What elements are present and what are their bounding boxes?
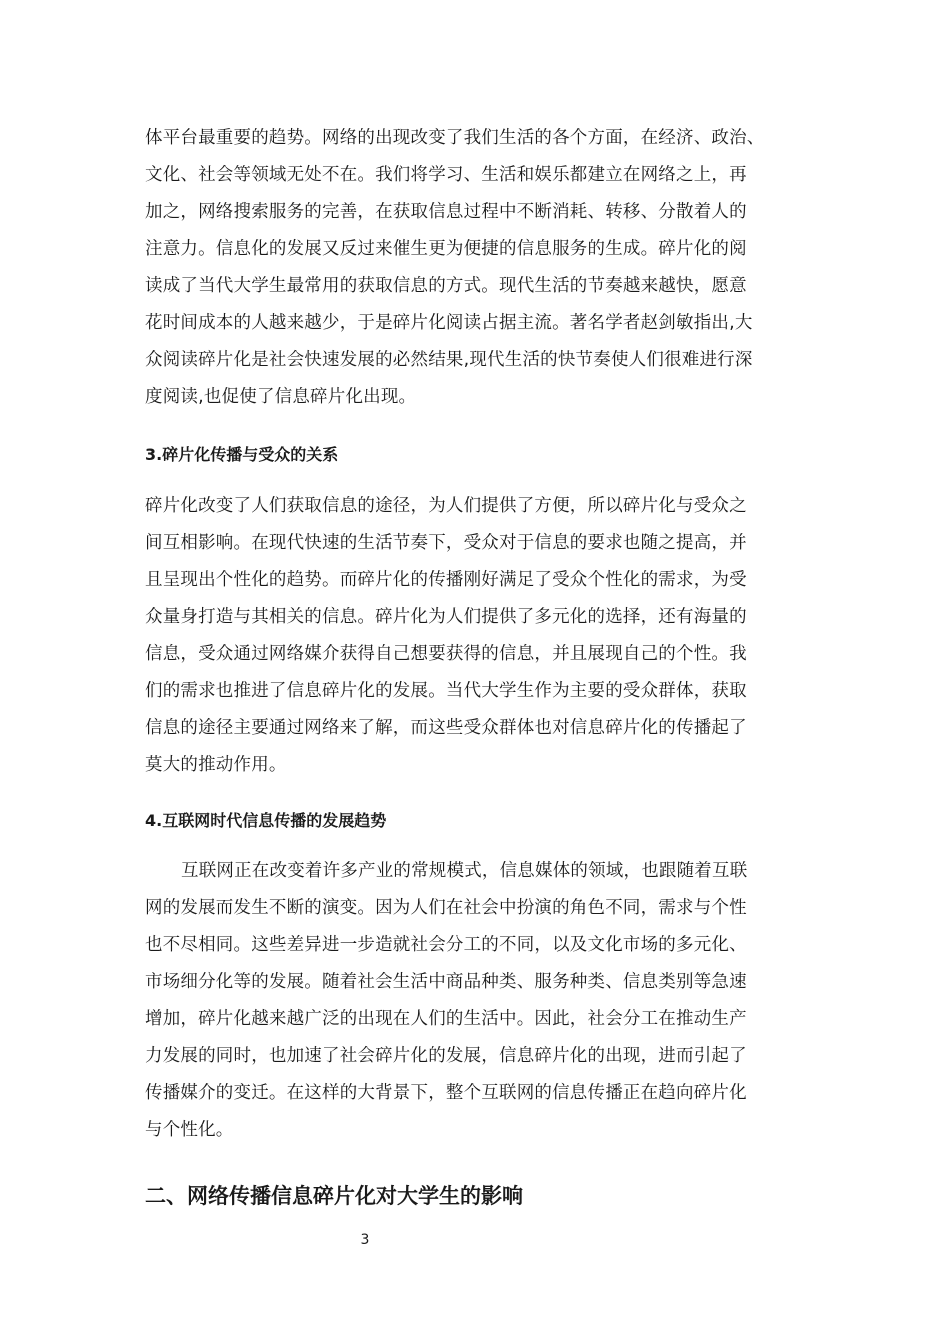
section-4-heading: 4.互联网时代信息传播的发展趋势 — [145, 811, 387, 830]
text-line: 读成了当代大学生最常用的获取信息的方式。现代生活的节奏越来越快，愿意 — [145, 276, 747, 296]
chapter-2-heading: 二、网络传播信息碎片化对大学生的影响 — [145, 1184, 523, 1208]
text-line: 间互相影响。在现代快速的生活节奏下，受众对于信息的要求也随之提高，并 — [145, 533, 747, 553]
text-line: 众阅读碎片化是社会快速发展的必然结果,现代生活的快节奏使人们很难进行深 — [145, 350, 753, 370]
text-line: 也不尽相同。这些差异进一步造就社会分工的不同，以及文化市场的多元化、 — [145, 935, 747, 955]
text-line: 市场细分化等的发展。随着社会生活中商品种类、服务种类、信息类别等急速 — [145, 972, 747, 992]
text-line: 加之，网络搜索服务的完善，在获取信息过程中不断消耗、转移、分散着人的 — [145, 202, 747, 222]
text-line: 信息的途径主要通过网络来了解，而这些受众群体也对信息碎片化的传播起了 — [145, 718, 747, 738]
text-line: 莫大的推动作用。 — [145, 755, 287, 775]
text-line: 注意力。信息化的发展又反过来催生更为便捷的信息服务的生成。碎片化的阅 — [145, 239, 747, 259]
text-line: 体平台最重要的趋势。网络的出现改变了我们生活的各个方面，在经济、政治、 — [145, 128, 765, 148]
text-line: 互联网正在改变着许多产业的常规模式，信息媒体的领域，也跟随着互联 — [181, 861, 748, 881]
text-line: 力发展的同时，也加速了社会碎片化的发展，信息碎片化的出现，进而引起了 — [145, 1046, 747, 1066]
text-line: 文化、社会等领域无处不在。我们将学习、生活和娱乐都建立在网络之上，再 — [145, 165, 747, 185]
text-line: 众量身打造与其相关的信息。碎片化为人们提供了多元化的选择，还有海量的 — [145, 607, 747, 627]
text-line: 花时间成本的人越来越少，于是碎片化阅读占据主流。著名学者赵剑敏指出,大 — [145, 313, 753, 333]
text-line: 且呈现出个性化的趋势。而碎片化的传播刚好满足了受众个性化的需求，为受 — [145, 570, 747, 590]
text-line: 碎片化改变了人们获取信息的途径，为人们提供了方便，所以碎片化与受众之 — [145, 496, 747, 516]
section-3-heading: 3.碎片化传播与受众的关系 — [145, 445, 339, 464]
page-number: 3 — [360, 1232, 370, 1248]
text-line: 与个性化。 — [145, 1120, 234, 1140]
text-line: 度阅读,也促使了信息碎片化出现。 — [145, 387, 417, 407]
text-line: 传播媒介的变迁。在这样的大背景下，整个互联网的信息传播正在趋向碎片化 — [145, 1083, 747, 1103]
text-line: 增加，碎片化越来越广泛的出现在人们的生活中。因此，社会分工在推动生产 — [145, 1009, 747, 1029]
text-line: 网的发展而发生不断的演变。因为人们在社会中扮演的角色不同，需求与个性 — [145, 898, 747, 918]
text-line: 信息，受众通过网络媒介获得自己想要获得的信息，并且展现自己的个性。我 — [145, 644, 747, 664]
text-line: 们的需求也推进了信息碎片化的发展。当代大学生作为主要的受众群体，获取 — [145, 681, 747, 701]
